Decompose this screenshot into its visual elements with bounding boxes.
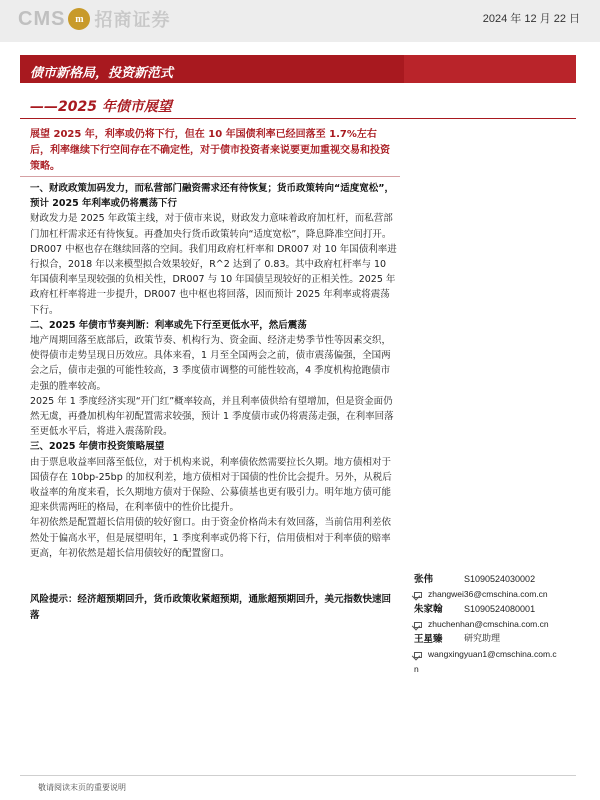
section-heading: 三、2025 年债市投资策略展望 [30,441,165,453]
report-date: 2024 年 12 月 22 日 [482,13,580,25]
report-body [30,181,398,561]
analyst-email[interactable]: zhangwei36@cmschina.com.cn [428,589,548,599]
subtitle-divider [20,118,576,119]
summary-text: 展望 2025 年，利率或仍将下行，但在 10 年国债利率已经回落至 1.7%左右后，利率继续下行空间存在不确定性，对于债市投资者来说要更加重视交易和投资策略。 [30,129,390,172]
section-paragraph: 2025 年 1 季度经济实现“开门红”概率较高，并且利率债供给有望增加，但是资金面仍然无虞，再叠加机构年初配置需求较强，预计 1 季度债市或仍将震荡走强，在利率回落至更低水平后，将进入震荡阶段。 [30,395,394,438]
section-paragraph: 由于票息收益率回落至低位，对于机构来说，利率债依然需要拉长久期。地方债相对于国债存在 10bp-25bp 的加权利差，地方债相对于国债的性价比会提升。另外，从税后收益率的角度来看，长久期地方债对于保险、公募债基也更有吸引力。明年地方债可能迎来供需两旺的格局，在利率债中的性价比提升。 [30,456,392,514]
analyst-role: 研究助理 [464,634,501,644]
analyst-cert-id: S1090524080001 [464,604,536,614]
logo-en-text: CMS [18,7,66,30]
mail-icon [414,622,422,628]
analyst-name: 朱家翰 [414,604,443,615]
analyst-email-row [414,587,584,602]
company-logo [18,4,170,34]
title-banner-accent [404,55,576,83]
analyst-name: 张伟 [414,574,434,585]
footer-disclaimer: 敬请阅读末页的重要说明 [38,783,126,792]
analyst-email[interactable]: zhuchenhan@cmschina.com.cn [428,619,549,629]
analyst-name: 王星臻 [414,634,443,645]
analyst-email-row [414,647,584,662]
section-paragraph: 财政发力是 2025 年政策主线，对于债市来说，财政发力意味着政府加杠杆，而私营部门加杠杆需求还有待恢复。再叠加央行货币政策转向“适度宽松”，降息降准空间打开。DR007 中枢也存在继续回落的空间。我们用政府杠杆率和 DR007 对 10 年国债利率进行拟合，2018 年以来模型拟合效果较好，R^2 达到了 0.83。其中政府杠杆率与 10 年国债利率呈现较强的负相关性，DR007 与 10 年国债呈现较好的正相关性。2025 年政府杠杆率将进一步提升，DR007 也中枢也将回落，因而预计 2025 年利率或将震荡下行。 [30,213,397,316]
report-title: 债市新格局，投资新范式 [30,66,174,81]
analyst-row [414,632,584,647]
logo-cn-text: 招商证券 [94,10,171,31]
section-heading: 一、财政政策加码发力，而私营部门融资需求还有待恢复；货币政策转向“适度宽松”，预计 2025 年利率或仍将震荡下行 [30,183,394,210]
analyst-cert-id: S1090524030002 [464,574,536,584]
section-paragraph: 年初依然是配置超长信用债的较好窗口。由于资金价格尚未有效回落，当前信用利差依然处于偏高水平，但是展望明年，1 季度利率或仍将下行，信用债相对于利率债的赔率更高，年初依然是超长信用债较好的配置窗口。 [30,517,392,559]
footer-divider [20,775,576,776]
analyst-email[interactable]: wangxingyuan1@cmschina.com.c [428,649,557,659]
logo-mark-icon: m [68,8,90,30]
summary-divider [20,176,400,177]
section-heading: 二、2025 年债市节奏判断：利率或先下行至更低水平，然后震荡 [30,319,307,331]
analyst-row [414,572,584,587]
analyst-email-continued: n [414,664,419,674]
analyst-panel [414,572,584,677]
mail-icon [414,592,422,598]
analyst-row [414,602,584,617]
mail-icon [414,652,422,658]
section-paragraph: 地产周期回落至底部后，政策节奏、机构行为、资金面、经济走势季节性等因素交织，使得债市走势呈现日历效应。具体来看，1 月至全国两会之前，债市震荡偏强，全国两会之后，债市走强的可能性较高，3 季度债市调整的可能性较高，4 季度机构抢跑债市走强的胜率较高。 [30,335,392,392]
analyst-email-row [414,662,584,677]
report-subtitle: ——2025 年债市展望 [30,99,172,115]
risk-warning: 风险提示：经济超预期回升，货币政策收紧超预期，通胀超预期回升，美元指数快速回落 [30,594,392,621]
analyst-email-row [414,617,584,632]
